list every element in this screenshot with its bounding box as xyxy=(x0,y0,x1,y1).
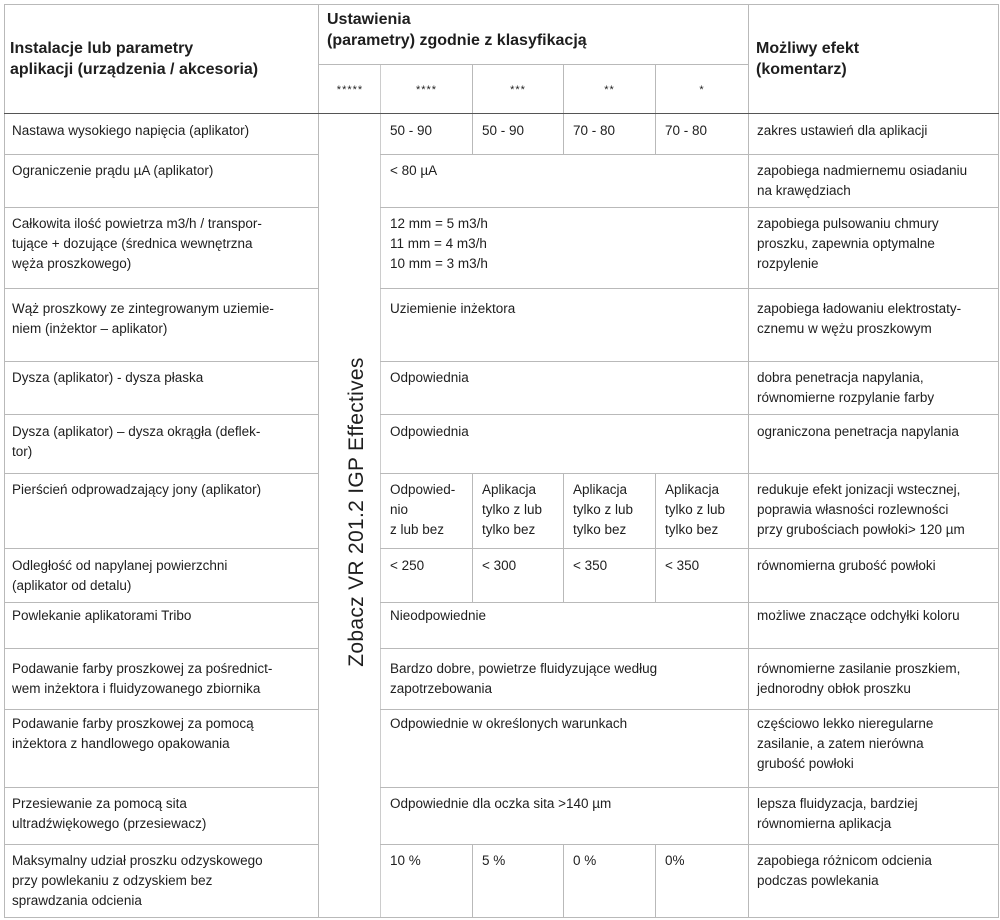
effect-cell: zapobiega ładowaniu elektrostaty- cznemu w wężu proszkowym xyxy=(757,301,962,336)
row-divider xyxy=(4,709,318,710)
value-cell: 50 - 90 xyxy=(482,123,525,138)
class-1-stars: * xyxy=(699,84,705,96)
column-divider xyxy=(563,844,564,918)
value-cell: 70 - 80 xyxy=(573,123,616,138)
value-cell: 10 % xyxy=(390,853,421,868)
row-label: Przesiewanie za pomocą sita ultradźwiękowego (przesiewacz) xyxy=(12,796,207,831)
row-divider xyxy=(380,548,999,549)
column-divider xyxy=(472,114,473,154)
row-divider xyxy=(380,414,999,415)
row-label: Nastawa wysokiego napięcia (aplikator) xyxy=(12,123,250,138)
row-divider xyxy=(4,414,318,415)
class-2-stars: ** xyxy=(604,84,615,96)
class-4-stars: **** xyxy=(415,84,438,96)
column-divider xyxy=(472,844,473,918)
merged-value-cell: Odpowiednie dla oczka sita >140 µm xyxy=(390,796,612,811)
column-divider xyxy=(655,473,656,602)
value-cell: 70 - 80 xyxy=(665,123,708,138)
header-effect: Możliwy efekt (komentarz) xyxy=(756,40,860,78)
column-divider xyxy=(563,473,564,602)
header-bottom-rule xyxy=(4,113,999,114)
class-3-stars: *** xyxy=(510,84,526,96)
merged-value-cell: Odpowiednie w określonych warunkach xyxy=(390,716,628,731)
value-cell: < 300 xyxy=(482,558,517,573)
row-divider xyxy=(4,288,318,289)
row-divider xyxy=(4,787,318,788)
effect-cell: zakres ustawień dla aplikacji xyxy=(757,123,928,138)
row-divider xyxy=(4,154,318,155)
effect-cell: dobra penetracja napylania, równomierne rozpylanie farby xyxy=(757,370,935,405)
effect-cell: ograniczona penetracja napylania xyxy=(757,424,959,439)
value-cell: < 350 xyxy=(573,558,608,573)
column-divider xyxy=(655,114,656,154)
header-settings: Ustawienia (parametry) zgodnie z klasyfikacją xyxy=(327,11,587,49)
row-label: Dysza (aplikator) – dysza okrągła (deflek- tor) xyxy=(12,424,261,459)
merged-value-cell: Uziemienie inżektora xyxy=(390,301,516,316)
merged-value-cell: Odpowiednia xyxy=(390,424,469,439)
row-divider xyxy=(380,602,999,603)
row-divider xyxy=(380,844,999,845)
merged-value-cell: Nieodpowiednie xyxy=(390,608,487,623)
header-installations: Instalacje lub parametry aplikacji (urządzenia / akcesoria) xyxy=(10,40,259,78)
row-divider xyxy=(380,361,999,362)
row-label: Wąż proszkowy ze zintegrowanym uziemie- niem (inżektor – aplikator) xyxy=(12,301,274,336)
row-divider xyxy=(4,602,318,603)
value-cell: 0 % xyxy=(573,853,597,868)
table-border-left xyxy=(4,4,5,918)
column-divider xyxy=(380,64,381,918)
effect-cell: częściowo lekko nieregularne zasilanie, a zatem nierówna grubość powłoki xyxy=(757,716,934,771)
effect-cell: równomierna grubość powłoki xyxy=(757,558,936,573)
row-divider xyxy=(4,473,318,474)
row-label: Dysza (aplikator) - dysza płaska xyxy=(12,370,204,385)
column-divider xyxy=(563,114,564,154)
row-divider xyxy=(4,207,318,208)
row-divider xyxy=(380,648,999,649)
row-divider xyxy=(380,787,999,788)
effect-cell: możliwe znaczące odchyłki koloru xyxy=(757,608,960,623)
effect-cell: lepsza fluidyzacja, bardziej równomierna aplikacja xyxy=(757,796,918,831)
row-divider xyxy=(4,361,318,362)
merged-value-cell: 12 mm = 5 m3/h 11 mm = 4 m3/h 10 mm = 3 m3/h xyxy=(390,216,488,271)
value-cell: 5 % xyxy=(482,853,506,868)
row-label: Całkowita ilość powietrza m3/h / transpor- tujące + dozujące (średnica wewnętrzna węża proszkowego) xyxy=(12,216,262,271)
row-label: Powlekanie aplikatorami Tribo xyxy=(12,608,192,623)
row-divider xyxy=(4,844,318,845)
row-label: Podawanie farby proszkowej za pomocą inżektora z handlowego opakowania xyxy=(12,716,254,751)
row-divider xyxy=(380,207,999,208)
value-cell: < 250 xyxy=(390,558,425,573)
row-divider xyxy=(380,473,999,474)
vertical-reference-text: Zobacz VR 201.2 IGP Effectives xyxy=(345,357,368,667)
effect-cell: zapobiega nadmiernemu osiadaniu na krawędziach xyxy=(757,163,968,198)
row-label: Ograniczenie prądu µA (aplikator) xyxy=(12,163,214,178)
value-cell: 50 - 90 xyxy=(390,123,433,138)
value-cell: < 350 xyxy=(665,558,700,573)
column-divider xyxy=(655,844,656,918)
row-label: Odległość od napylanej powierzchni (aplikator od detalu) xyxy=(12,558,228,593)
row-divider xyxy=(380,154,999,155)
effect-cell: zapobiega różnicom odcienia podczas powlekania xyxy=(757,853,932,888)
effect-cell: zapobiega pulsowaniu chmury proszku, zapewnia optymalne rozpylenie xyxy=(757,216,939,271)
column-divider xyxy=(748,4,749,918)
row-divider xyxy=(380,709,999,710)
merged-value-cell: Bardzo dobre, powietrze fluidyzujące według zapotrzebowania xyxy=(390,661,658,696)
row-label: Podawanie farby proszkowej za pośrednict- wem inżektora i fluidyzowanego zbiornika xyxy=(12,661,273,696)
table-border-right xyxy=(998,4,999,918)
row-divider xyxy=(4,548,318,549)
class-5-stars: ***** xyxy=(336,84,364,96)
effect-cell: redukuje efekt jonizacji wstecznej, poprawia własności rozlewności przy grubościach powłoki> 120 µm xyxy=(757,482,965,537)
value-cell: Odpowied- nio z lub bez xyxy=(390,482,456,537)
column-divider xyxy=(318,4,319,918)
column-divider xyxy=(472,473,473,602)
table-border-bottom xyxy=(4,917,999,918)
row-label: Pierścień odprowadzający jony (aplikator) xyxy=(12,482,262,497)
merged-value-cell: Odpowiednia xyxy=(390,370,469,385)
value-cell: Aplikacja tylko z lub tylko bez xyxy=(573,482,634,537)
merged-value-cell: < 80 µA xyxy=(390,163,438,178)
value-cell: Aplikacja tylko z lub tylko bez xyxy=(482,482,543,537)
value-cell: 0% xyxy=(665,853,685,868)
row-divider xyxy=(380,288,999,289)
table-border-top xyxy=(4,4,999,5)
effect-cell: równomierne zasilanie proszkiem, jednorodny obłok proszku xyxy=(757,661,961,696)
row-divider xyxy=(4,648,318,649)
row-label: Maksymalny udział proszku odzyskowego przy powlekaniu z odzyskiem bez sprawdzania odcienia xyxy=(12,853,263,908)
header-divider xyxy=(318,64,748,65)
value-cell: Aplikacja tylko z lub tylko bez xyxy=(665,482,726,537)
